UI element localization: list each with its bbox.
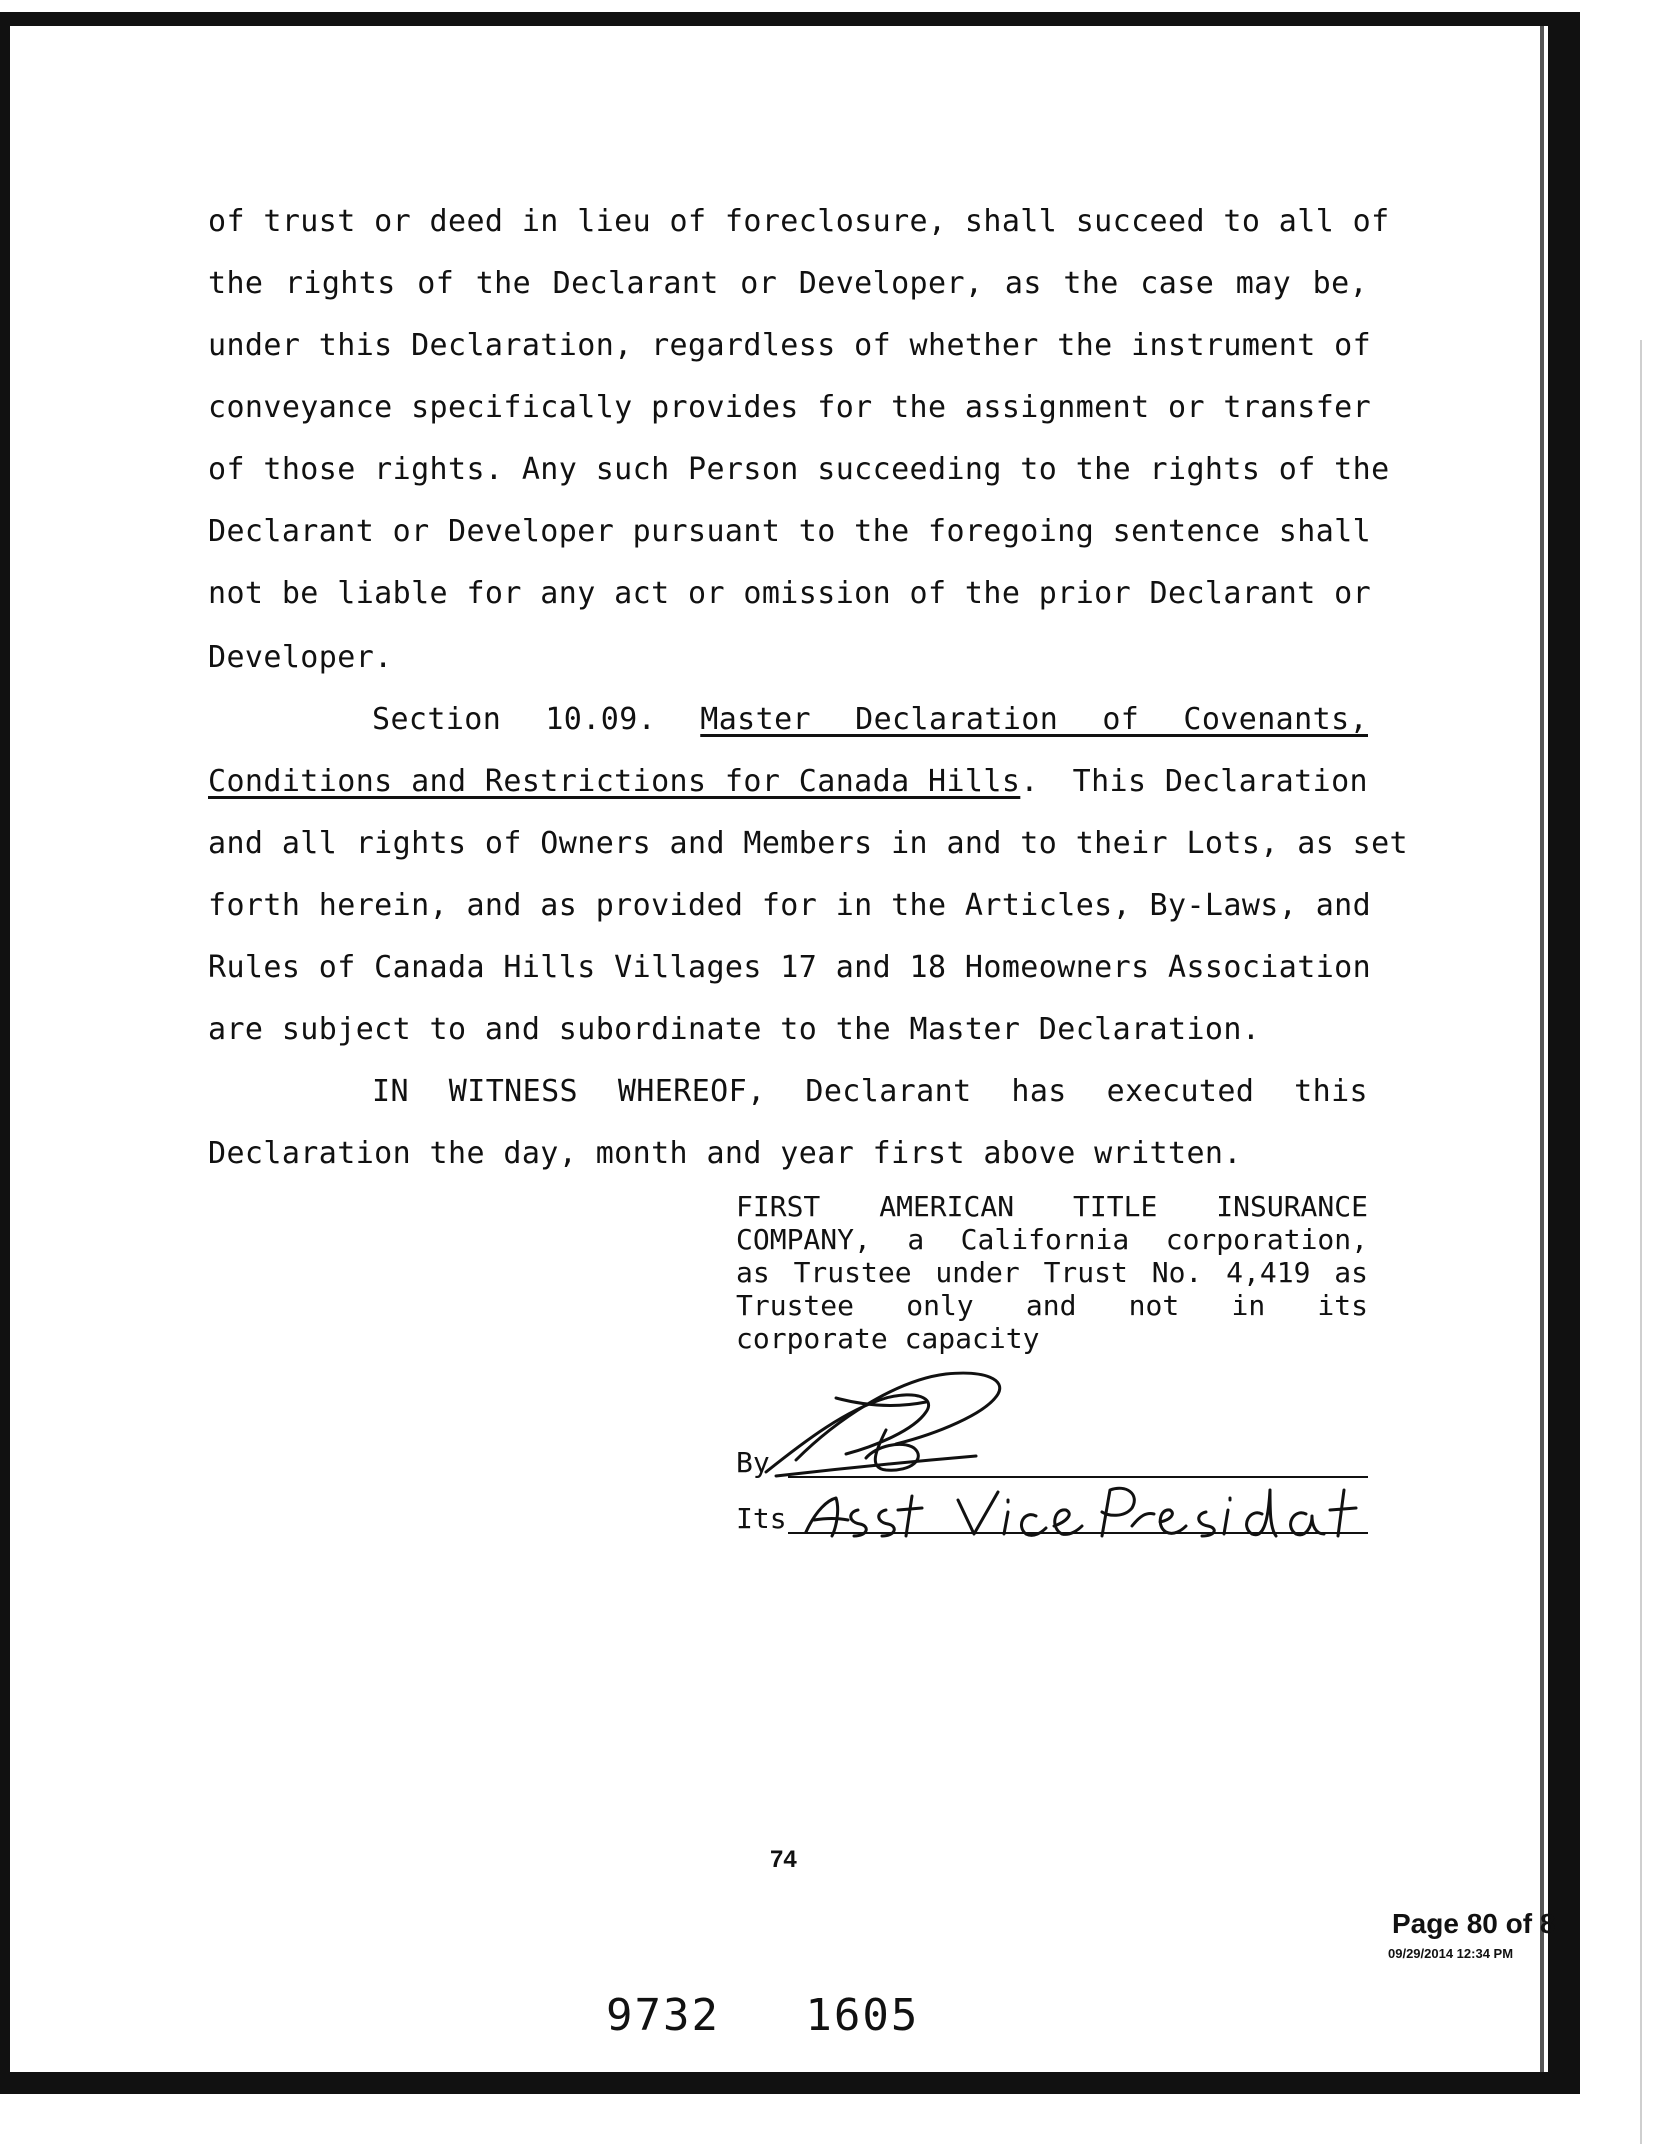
signatory-line: COMPANY, a California corporation, — [736, 1223, 1368, 1256]
scan-border-bottom — [10, 2072, 1580, 2094]
scan-edge-line — [1640, 340, 1642, 2144]
body-line: conveyance specifically provides for the assignment or transfer — [208, 390, 1372, 425]
body-line: forth herein, and as provided for in the Articles, By-Laws, and — [208, 888, 1372, 923]
signatory-line: corporate capacity — [736, 1322, 1040, 1355]
body-line: are subject to and subordinate to the Master Declaration. — [208, 1012, 1261, 1047]
recording-number: 9732 1605 — [606, 1990, 920, 2041]
section-number: Section 10.09. — [372, 702, 657, 737]
its-label: Its — [736, 1502, 787, 1535]
body-line: the rights of the Declarant or Developer, as the case may be, — [208, 266, 1368, 301]
signatory-line: FIRST AMERICAN TITLE INSURANCE — [736, 1190, 1368, 1223]
page-stamp: Page 80 of 8 — [1392, 1908, 1556, 1939]
scan-border-inner — [1540, 26, 1544, 2072]
signatory-line: Trustee only and not in its — [736, 1289, 1368, 1322]
body-line: of those rights. Any such Person succeeding to the rights of the — [208, 452, 1390, 487]
stamp-datetime: 09/29/2014 12:34 PM — [1388, 1946, 1514, 1961]
body-line: Rules of Canada Hills Villages 17 and 18 Homeowners Association — [208, 950, 1372, 985]
section-heading-line — [372, 702, 1368, 737]
body-line: not be liable for any act or omission of the prior Declarant or — [208, 576, 1372, 611]
body-line: under this Declaration, regardless of whether the instrument of — [208, 328, 1372, 363]
by-label: By — [736, 1446, 770, 1479]
section-title: Master Declaration of Covenants, — [700, 702, 1368, 737]
signatory-line: as Trustee under Trust No. 4,419 as — [736, 1256, 1368, 1289]
section-heading-line2 — [208, 764, 1368, 799]
section-title-period: . — [1020, 764, 1039, 799]
scan-border-right — [1548, 12, 1580, 2084]
scan-border-left — [0, 12, 10, 2094]
scan-border-top — [10, 12, 1580, 26]
body-line: Declarant or Developer pursuant to the foregoing sentence shall — [208, 514, 1372, 549]
witness-line: IN WITNESS WHEREOF, Declarant has executed this — [372, 1074, 1368, 1109]
witness-line: Declaration the day, month and year first above written. — [208, 1136, 1242, 1171]
signatory-block — [736, 1190, 1368, 1355]
body-line: Developer. — [208, 640, 393, 675]
handwritten-signature — [736, 1350, 1376, 1550]
body-line: of trust or deed in lieu of foreclosure, shall succeed to all of — [208, 204, 1390, 239]
body-line: and all rights of Owners and Members in and to their Lots, as set — [208, 826, 1408, 861]
page-number: 74 — [770, 1846, 797, 1873]
body-line-fragment: This Declaration — [1072, 764, 1368, 799]
section-title-cont: Conditions and Restrictions for Canada Hills — [208, 764, 1021, 799]
